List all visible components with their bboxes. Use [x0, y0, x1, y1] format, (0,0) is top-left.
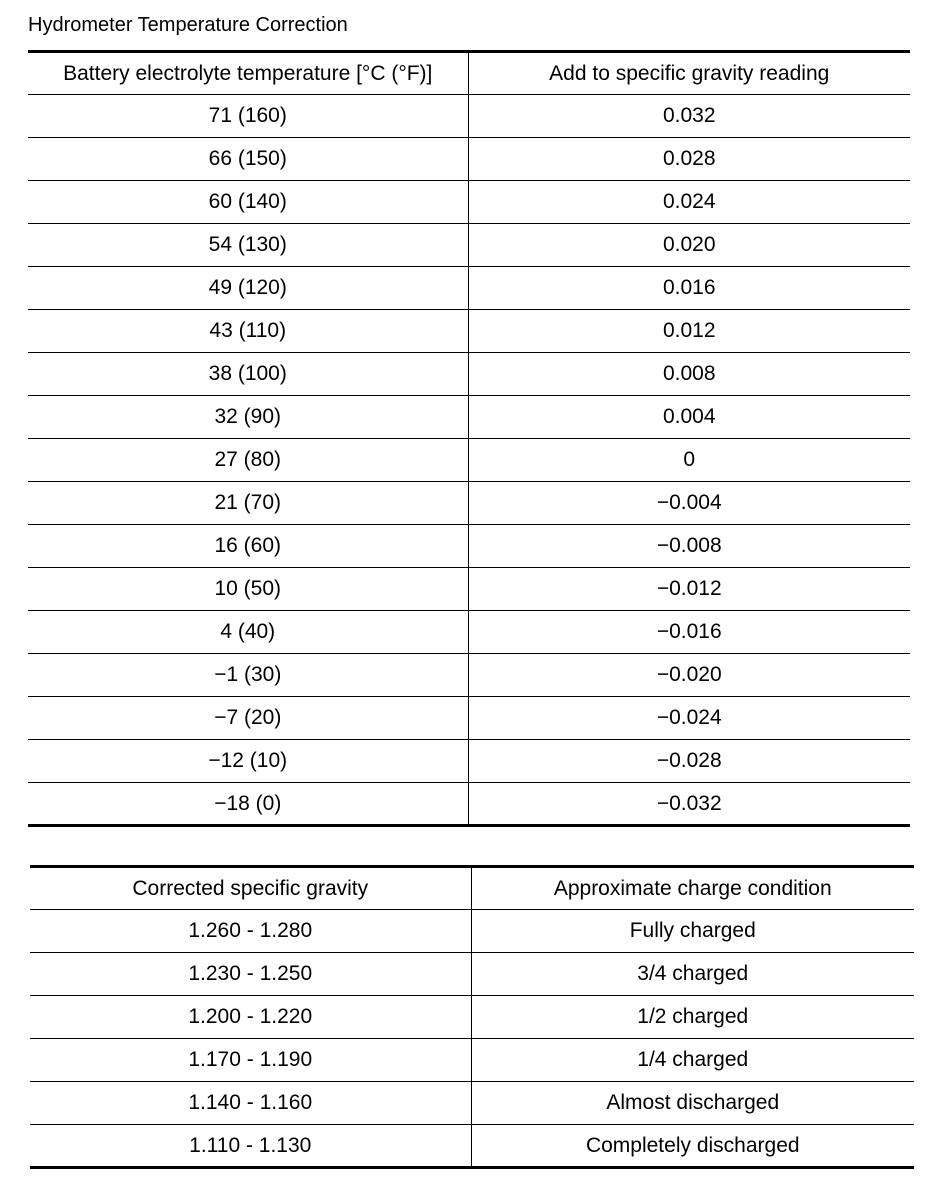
charge-condition-cell: Completely discharged	[471, 1125, 914, 1168]
correction-cell: 0.016	[468, 267, 910, 310]
temperature-cell: 27 (80)	[28, 439, 468, 482]
table-row	[28, 611, 910, 654]
table-row	[30, 1039, 914, 1082]
temperature-cell: 49 (120)	[28, 267, 468, 310]
table-row	[28, 697, 910, 740]
table-row	[28, 783, 910, 826]
correction-cell: −0.016	[468, 611, 910, 654]
table-row	[28, 138, 910, 181]
specific-gravity-cell: 1.140 - 1.160	[30, 1082, 471, 1125]
table-row	[30, 996, 914, 1039]
table-row	[28, 353, 910, 396]
correction-cell: 0.032	[468, 95, 910, 138]
column-header-correction: Add to specific gravity reading	[468, 52, 910, 95]
table-row	[28, 267, 910, 310]
column-header-specific-gravity: Corrected specific gravity	[30, 867, 471, 910]
table-header-row	[30, 867, 914, 910]
temperature-cell: 4 (40)	[28, 611, 468, 654]
table-row	[28, 740, 910, 783]
temperature-cell: 54 (130)	[28, 224, 468, 267]
table-header-row	[28, 52, 910, 95]
table-row	[28, 181, 910, 224]
correction-cell: 0	[468, 439, 910, 482]
specific-gravity-cell: 1.230 - 1.250	[30, 953, 471, 996]
correction-cell: −0.032	[468, 783, 910, 826]
specific-gravity-cell: 1.110 - 1.130	[30, 1125, 471, 1168]
correction-cell: 0.020	[468, 224, 910, 267]
table-row	[30, 1125, 914, 1168]
specific-gravity-cell: 1.260 - 1.280	[30, 910, 471, 953]
correction-cell: 0.028	[468, 138, 910, 181]
column-header-charge-condition: Approximate charge condition	[471, 867, 914, 910]
table-row	[28, 95, 910, 138]
temperature-cell: 43 (110)	[28, 310, 468, 353]
table-row	[28, 224, 910, 267]
correction-cell: 0.024	[468, 181, 910, 224]
correction-cell: 0.004	[468, 396, 910, 439]
correction-cell: −0.012	[468, 568, 910, 611]
temperature-cell: −18 (0)	[28, 783, 468, 826]
temperature-correction-table	[28, 50, 910, 827]
correction-cell: −0.004	[468, 482, 910, 525]
temperature-cell: 32 (90)	[28, 396, 468, 439]
specific-gravity-cell: 1.170 - 1.190	[30, 1039, 471, 1082]
specific-gravity-cell: 1.200 - 1.220	[30, 996, 471, 1039]
temperature-cell: 60 (140)	[28, 181, 468, 224]
charge-condition-cell: 1/2 charged	[471, 996, 914, 1039]
table-row	[28, 525, 910, 568]
charge-condition-cell: Fully charged	[471, 910, 914, 953]
table-row	[28, 439, 910, 482]
temperature-cell: 66 (150)	[28, 138, 468, 181]
table-row	[28, 310, 910, 353]
temperature-cell: 71 (160)	[28, 95, 468, 138]
correction-cell: −0.028	[468, 740, 910, 783]
correction-cell: −0.020	[468, 654, 910, 697]
temperature-cell: 16 (60)	[28, 525, 468, 568]
table-row	[30, 1082, 914, 1125]
table-row	[28, 396, 910, 439]
temperature-cell: 38 (100)	[28, 353, 468, 396]
temperature-cell: −1 (30)	[28, 654, 468, 697]
table-row	[28, 654, 910, 697]
table-row	[28, 568, 910, 611]
table-row	[30, 910, 914, 953]
table-row	[28, 482, 910, 525]
correction-cell: −0.008	[468, 525, 910, 568]
temperature-cell: −7 (20)	[28, 697, 468, 740]
temperature-cell: 10 (50)	[28, 568, 468, 611]
column-header-temperature: Battery electrolyte temperature [°C (°F)]	[28, 52, 468, 95]
correction-cell: 0.008	[468, 353, 910, 396]
page-title: Hydrometer Temperature Correction	[28, 14, 348, 36]
temperature-cell: −12 (10)	[28, 740, 468, 783]
table-row	[30, 953, 914, 996]
charge-condition-cell: 1/4 charged	[471, 1039, 914, 1082]
charge-condition-table	[30, 865, 914, 1169]
correction-cell: −0.024	[468, 697, 910, 740]
charge-condition-cell: 3/4 charged	[471, 953, 914, 996]
charge-condition-cell: Almost discharged	[471, 1082, 914, 1125]
correction-cell: 0.012	[468, 310, 910, 353]
temperature-cell: 21 (70)	[28, 482, 468, 525]
